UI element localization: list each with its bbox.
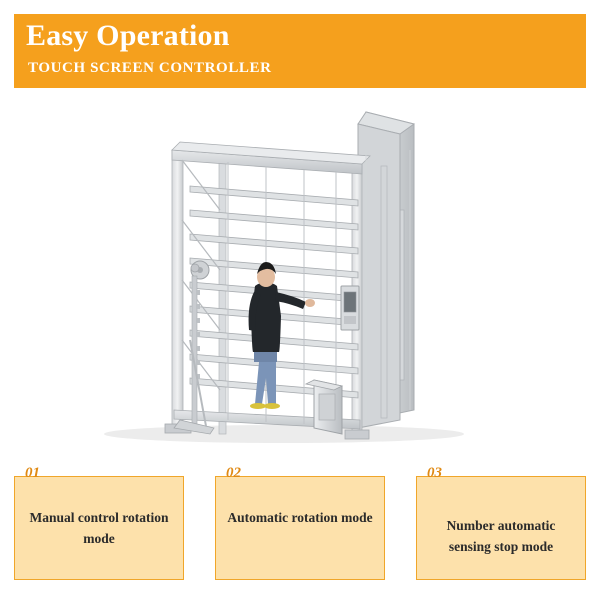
page-subtitle: TOUCH SCREEN CONTROLLER: [28, 60, 272, 76]
feature-cards: [14, 465, 586, 586]
card-number-2: 02: [226, 465, 241, 481]
card-text-2: Automatic rotation mode: [227, 510, 373, 525]
card-text-1: Manual control rotation mode: [29, 510, 169, 546]
header-banner: [14, 14, 586, 88]
card-number-1: 01: [25, 465, 40, 481]
feature-card-2: [215, 465, 385, 580]
card-number-3: 03: [427, 465, 442, 481]
page-title: Easy Operation: [26, 19, 230, 52]
card-text-3: Number automatic sensing stop mode: [446, 518, 556, 554]
machine-illustration: [14, 90, 586, 462]
feature-card-3: [416, 465, 586, 580]
product-photo: [14, 90, 586, 462]
feature-card-1: [14, 465, 184, 580]
